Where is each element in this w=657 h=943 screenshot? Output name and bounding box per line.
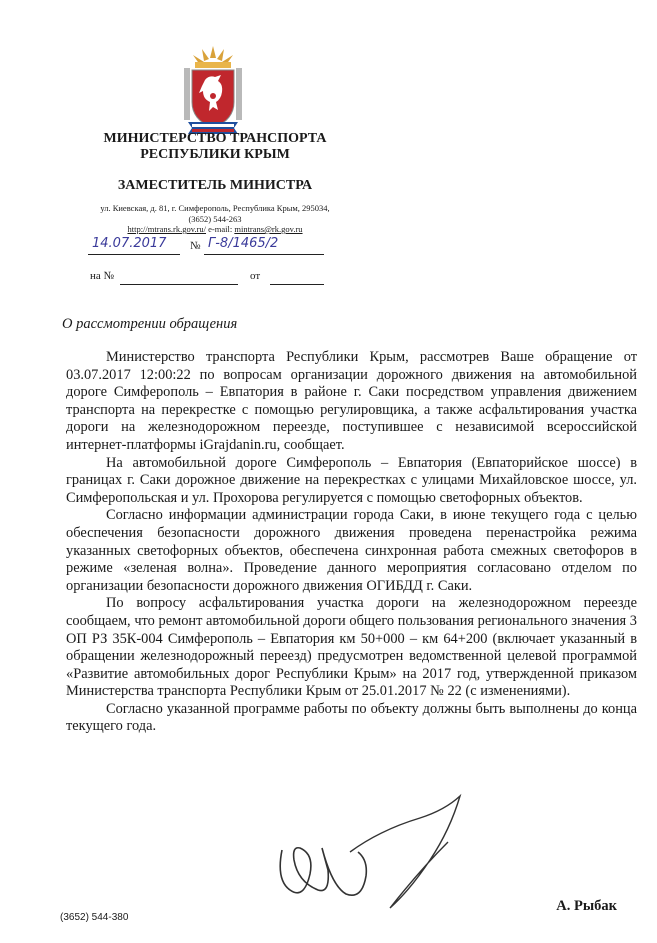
ministry-address-block	[60, 203, 370, 235]
ministry-line-1: МИНИСТЕРСТВО ТРАНСПОРТА	[103, 131, 327, 146]
handwritten-signature	[270, 790, 530, 920]
ministry-name	[60, 131, 370, 163]
registration-number: Г-8/1465/2	[208, 236, 279, 251]
address-line: ул. Киевская, д. 81, г. Симферополь, Республика Крым, 295034,	[100, 203, 330, 213]
letter-body	[66, 349, 637, 736]
number-sign: №	[190, 240, 201, 252]
registration-date: 14.07.2017	[92, 236, 167, 251]
ministry-line-2: РЕСПУБЛИКИ КРЫМ	[140, 147, 290, 162]
contacts-line	[60, 224, 370, 235]
body-paragraph: На автомобильной дороге Симферополь – Евпатория (Евпаторийское шоссе) в границах г. Саки дорожное движение на перекрестках с улицами Михайловское шоссе, ул. Симферопольская и ул. Прохорова регулируется с помощью светофорных объектов.	[66, 454, 637, 506]
ministry-phone: (3652) 544-263	[188, 213, 242, 224]
email-label: e-mail:	[208, 224, 233, 234]
signatory-name: А. Рыбак	[556, 898, 617, 914]
reference-from-label: от	[250, 270, 261, 282]
executor-phone: (3652) 544-380	[60, 912, 129, 923]
reference-number-underline	[120, 284, 238, 285]
deputy-minister-title: ЗАМЕСТИТЕЛЬ МИНИСТРА	[117, 178, 313, 193]
body-paragraph: По вопросу асфальтирования участка дороги на железнодорожном переезде сообщаем, что ремонт автомобильной дороги общего пользования регионального значения 3 ОП РЗ 35К-004 Симферополь – Евпатория км 50+000 – км 64+200 (включает указанный в обращении железнодорожный переезд) предусмотрен ведомственной целевой программой «Развитие автомобильных дорог Республики Крым» на 2017 год, утвержденной приказом Министерства транспорта Республики Крым от 25.01.2017 № 22 (с изменениями).	[66, 595, 637, 700]
body-paragraph: Согласно указанной программе работы по объекту должны быть выполнены до конца текущего года.	[66, 700, 637, 735]
number-underline	[204, 254, 324, 255]
body-paragraph: Согласно информации администрации города Саки, в июне текущего года с целью обеспечения безопасности дорожного движения проведена перенастройка режима указанных светофорных объектов, обеспечена синхронная работа смежных светофоров в режиме «зеленая волна». Проведение данного мероприятия согласовано отделом по организации безопасности дорожного движения ОГИБДД г. Саки.	[66, 507, 637, 594]
date-underline	[88, 254, 180, 255]
email-link[interactable]: mintrans@rk.gov.ru	[234, 224, 303, 234]
reference-date-underline	[270, 284, 324, 285]
body-paragraph: Министерство транспорта Республики Крым, рассмотрев Ваше обращение от 03.07.2017 12:00:22 по вопросам организации дорожного движения на автомобильной дороге Симферополь – Евпатория в районе г. Саки посредством управления движением транспорта на перекрестке с помощью регулировщика, а также асфальтирования участка дороги на железнодорожном переезде, поступившее с независимой всероссийской интернет-платформы iGrajdanin.ru, сообщает.	[66, 349, 637, 453]
crimea-coat-of-arms-icon	[178, 44, 248, 136]
website-link[interactable]: http://mtrans.rk.gov.ru/	[127, 224, 207, 234]
letter-subject: О рассмотрении обращения	[62, 316, 238, 332]
reference-number-label: на №	[90, 270, 115, 282]
